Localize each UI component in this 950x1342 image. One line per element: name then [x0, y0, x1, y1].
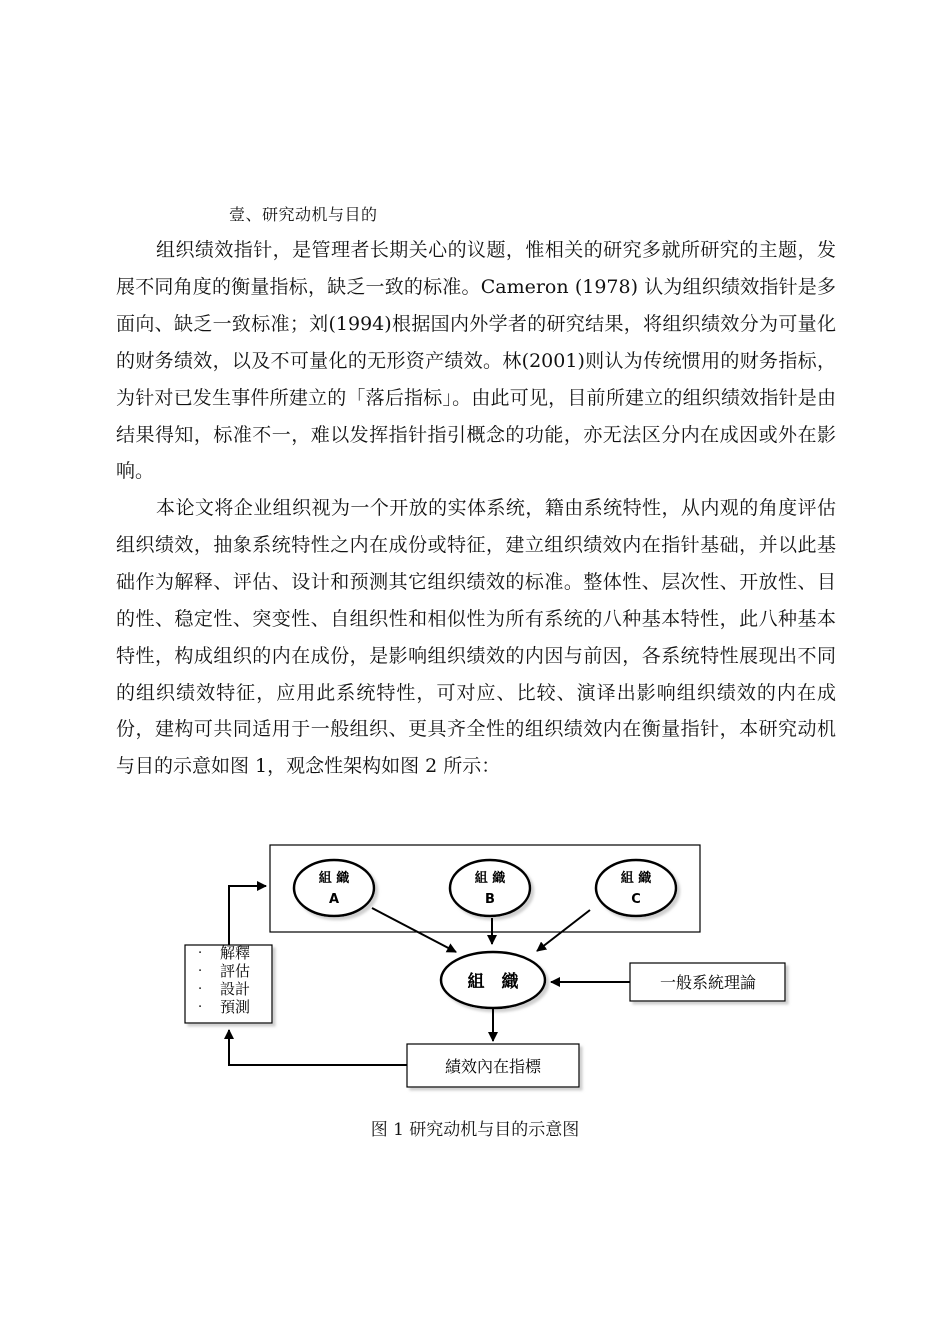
action-item-1: 解釋 — [220, 944, 251, 962]
figure-caption: 图 1 研究动机与目的示意图 — [370, 1120, 580, 1140]
action-box — [185, 944, 272, 1023]
indicator-label: 績效內在指標 — [444, 1057, 542, 1076]
org-a-node — [294, 860, 374, 916]
arrow-actions-to-orgs — [229, 886, 266, 945]
action-bullet-4: · — [198, 1000, 203, 1015]
org-c-node — [596, 860, 676, 916]
org-b-node — [450, 860, 530, 916]
paragraph-2: 本论文将企业组织视为一个开放的实体系统，籍由系统特性，从内观的角度评估组织绩效，抽象系统特性之内在成份或特征，建立组织绩效内在指针基础，并以此基础作为解释、评估、设计和预测其它组织绩效的标准。整体性、层次性、开放性、目的性、稳定性、突变性、自组织性和相似性为所有系统的八种基本特性，此八种基本特性，构成组织的内在成份，是影响组织绩效的内因与前因，各系统特性展现出不同的组织绩效特征，应用此系统特性，可对应、比较、演译出影响组织绩效的内在成份，建构可共同适用于一般组织、更具齐全性的组织绩效内在衡量指针，本研究动机与目的示意如图 1，观念性架构如图 2 所示： — [116, 497, 836, 778]
org-a-letter: A — [328, 892, 340, 907]
org-a-label: 組 織 — [318, 871, 350, 886]
central-org-label: 組 織 — [467, 972, 519, 992]
action-bullet-1: · — [198, 946, 203, 961]
arrow-indicator-to-actions — [229, 1030, 407, 1065]
action-bullet-2: · — [198, 964, 203, 979]
system-theory-label: 一般系統理論 — [659, 973, 757, 992]
action-item-4: 預測 — [220, 998, 251, 1016]
org-c-letter: C — [631, 892, 641, 907]
org-b-letter: B — [485, 892, 495, 907]
paragraph-1: 组织绩效指针，是管理者长期关心的议题，惟相关的研究多就所研究的主题，发展不同角度的衡量指标，缺乏一致的标准。Cameron (1978) 认为组织绩效指针是多面向、缺乏一致标准；刘(1994)根据国内外学者的研究结果，将组织绩效分为可量化的财务绩效，以及不可量化的无形资产绩效。林(2001)则认为传统惯用的财务指标，为针对已发生事件所建立的「落后指标」。由此可见，目前所建立的组织绩效指针是由结果得知，标准不一，难以发挥指针指引概念的功能，亦无法区分内在成因或外在影响。 — [116, 239, 836, 483]
action-item-2: 評估 — [220, 962, 251, 980]
system-theory-box — [630, 963, 785, 1001]
action-bullet-3: · — [198, 982, 203, 997]
org-b-label: 組 織 — [474, 871, 506, 886]
action-item-3: 設計 — [220, 980, 251, 998]
org-c-label: 組 織 — [620, 871, 652, 886]
central-org-node — [441, 952, 545, 1008]
section-heading: 壹、研究动机与目的 — [229, 205, 378, 224]
indicator-box — [407, 1044, 579, 1087]
